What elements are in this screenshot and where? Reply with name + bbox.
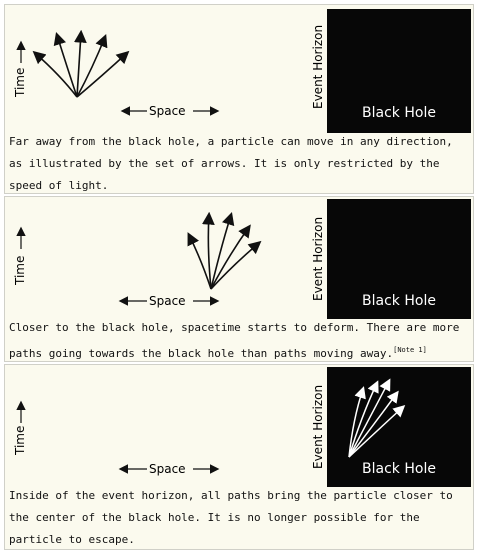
caption-3 (9, 485, 471, 551)
caption-line: Inside of the event horizon, all paths bring the particle closer to (9, 489, 453, 502)
caption-line: Far away from the black hole, a particle can move in any direction, (9, 135, 453, 148)
caption-line (9, 339, 471, 365)
caption-line: Closer to the black hole, spacetime starts to deform. There are more (9, 321, 460, 334)
diagram-panel-3 (4, 364, 474, 550)
black-hole-label: Black Hole (362, 105, 436, 121)
caption-line: the center of the black hole. It is no longer possible for the (9, 511, 420, 524)
worldline-arrows (189, 215, 259, 289)
time-label: Time (13, 425, 27, 455)
caption-line-text: paths going towards the black hole than paths moving away. (9, 347, 394, 360)
worldline-arrows (35, 33, 127, 97)
time-label: Time (13, 67, 27, 97)
black-hole-label: Black Hole (362, 461, 436, 477)
space-label: Space (149, 294, 186, 308)
diagram-panel-2 (4, 196, 474, 362)
note-link[interactable]: [Note 1] (393, 346, 427, 354)
time-label: Time (13, 255, 27, 285)
caption-line: speed of light. (9, 179, 109, 192)
black-hole (327, 199, 471, 319)
caption-1 (9, 131, 471, 197)
space-label: Space (149, 104, 186, 118)
space-label: Space (149, 462, 186, 476)
event-horizon-label: Event Horizon (311, 24, 325, 109)
black-hole-label: Black Hole (362, 293, 436, 309)
event-horizon-label: Event Horizon (311, 384, 325, 469)
event-horizon-label: Event Horizon (311, 216, 325, 301)
caption-line: as illustrated by the set of arrows. It is only restricted by the (9, 157, 440, 170)
caption-2 (9, 317, 471, 365)
black-hole (327, 9, 471, 133)
caption-line: particle to escape. (9, 533, 135, 546)
black-hole (327, 367, 471, 487)
diagram-panel-1 (4, 4, 474, 194)
